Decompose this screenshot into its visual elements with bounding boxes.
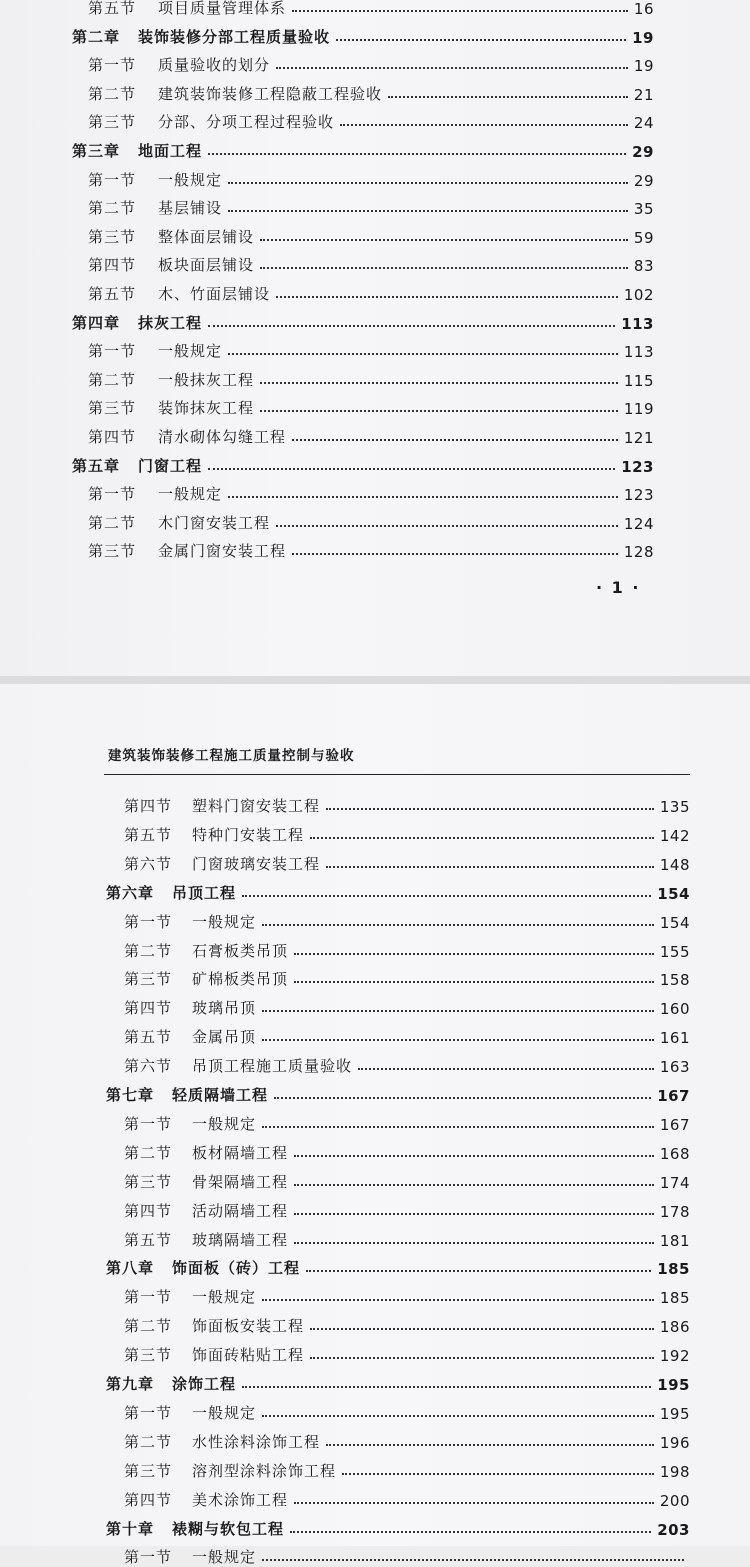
page-ref: 119 [623, 400, 654, 419]
dot-leader [292, 10, 628, 12]
section-title: 一般规定 [158, 342, 223, 361]
dot-leader [228, 182, 628, 184]
section-title: 整体面层铺设 [158, 227, 255, 246]
dot-leader [262, 1559, 684, 1561]
section-title: 一般规定 [192, 1114, 257, 1133]
page-ref: 196 [659, 1433, 690, 1452]
dot-leader [262, 1126, 654, 1128]
page-ref: 198 [659, 1462, 690, 1481]
chapter-number: 第二章 [72, 27, 121, 46]
page-ref: 154 [659, 913, 690, 932]
dot-leader [262, 1039, 654, 1041]
toc-section-row [124, 992, 690, 1018]
page-ref: 148 [659, 855, 690, 874]
page-ref: 135 [659, 798, 690, 816]
toc-section-row [88, 164, 654, 190]
dot-leader [228, 210, 628, 212]
toc-section-row [124, 935, 690, 961]
dot-leader [260, 267, 628, 269]
page-ref: 168 [659, 1144, 690, 1163]
section-title: 塑料门窗安装工程 [192, 797, 321, 815]
section-number: 第五节 [124, 1028, 173, 1047]
toc-section-row [124, 1426, 690, 1452]
page-ref: 181 [659, 1231, 690, 1250]
dot-leader [294, 1242, 654, 1244]
section-title: 一般规定 [158, 485, 223, 504]
dot-leader [294, 1213, 654, 1215]
section-number: 第一节 [124, 1114, 173, 1133]
chapter-title: 轻质隔墙工程 [172, 1086, 269, 1104]
section-number: 第三节 [88, 113, 137, 132]
page-gap [0, 676, 750, 684]
page-ref: 124 [623, 514, 654, 533]
section-title: 基层铺设 [158, 199, 223, 218]
page-ref: 200 [659, 1491, 690, 1510]
toc-section-row [88, 421, 654, 447]
chapter-title: 地面工程 [138, 142, 203, 160]
dot-leader [358, 1068, 654, 1070]
section-number: 第二节 [88, 199, 137, 218]
toc-section-row [124, 1137, 690, 1163]
toc-section-row [124, 1484, 690, 1510]
dot-leader [262, 1299, 654, 1301]
page-ref: 167 [657, 1087, 690, 1105]
toc-chapter-row [72, 135, 654, 161]
toc-chapter-row [72, 307, 654, 333]
toc-chapter-row [106, 1513, 690, 1539]
dot-leader [294, 1502, 654, 1504]
dot-leader [326, 1444, 654, 1446]
chapter-title: 涂饰工程 [172, 1375, 237, 1393]
section-title: 金属吊顶 [192, 1028, 257, 1047]
section-title: 饰面砖粘贴工程 [192, 1346, 305, 1365]
toc-chapter-row [106, 1079, 690, 1105]
chapter-title: 裱糊与软包工程 [172, 1519, 285, 1538]
chapter-number: 第九章 [106, 1375, 155, 1393]
toc-section-row [124, 1195, 690, 1221]
page-ref: 160 [659, 1000, 690, 1019]
section-title: 美术涂饰工程 [192, 1490, 289, 1509]
section-number: 第三节 [88, 542, 137, 561]
page-number: · 1 · [596, 578, 641, 597]
toc-section-row [88, 507, 654, 533]
toc-chapter-row [106, 877, 690, 903]
section-title: 门窗玻璃安装工程 [192, 854, 321, 873]
toc-section-row [124, 1224, 690, 1250]
toc-chapter-row [106, 1252, 690, 1278]
section-number: 第五节 [88, 285, 137, 303]
page-ref: 123 [623, 486, 654, 505]
toc-section-row [124, 1455, 690, 1481]
page-ref: 158 [659, 971, 690, 990]
section-number: 第二节 [88, 513, 137, 532]
dot-leader [274, 1097, 651, 1099]
page-ref: 185 [659, 1289, 690, 1308]
section-title: 质量验收的划分 [158, 56, 271, 75]
toc-section-row [124, 1339, 690, 1365]
dot-leader [276, 296, 618, 298]
dot-leader [388, 96, 628, 98]
dot-leader [292, 553, 618, 555]
chapter-number: 第五章 [72, 456, 121, 475]
chapter-title: 门窗工程 [138, 456, 203, 475]
page-ref: 192 [659, 1347, 690, 1366]
page-ref: 163 [659, 1058, 690, 1077]
dot-leader [336, 39, 626, 41]
chapter-number: 第八章 [106, 1259, 155, 1278]
section-number: 第二节 [88, 84, 137, 103]
section-title: 矿棉板类吊顶 [192, 970, 289, 989]
toc-section-row [124, 1397, 690, 1423]
page-ref: 142 [659, 826, 690, 845]
dot-leader [276, 525, 618, 527]
page-ref: 21 [633, 85, 654, 104]
section-title: 板材隔墙工程 [192, 1143, 289, 1162]
section-title: 木门窗安装工程 [158, 513, 271, 532]
page-ref: 113 [621, 314, 654, 333]
page-ref: 128 [623, 543, 654, 562]
section-title: 一般规定 [158, 170, 223, 189]
section-number: 第四节 [88, 256, 137, 275]
toc-section-row [88, 278, 654, 304]
dot-leader [340, 124, 628, 126]
section-title: 清水砌体勾缝工程 [158, 428, 287, 446]
section-title: 吊顶工程施工质量验收 [192, 1057, 353, 1076]
page-ref: 121 [623, 429, 654, 447]
section-title: 装饰抹灰工程 [158, 399, 255, 418]
dot-leader [306, 1270, 651, 1272]
section-title: 板块面层铺设 [158, 256, 255, 275]
chapter-title: 抹灰工程 [138, 313, 203, 332]
toc-section-row [88, 535, 654, 561]
dot-leader [310, 1357, 654, 1359]
toc-section-row [124, 963, 690, 989]
page-ref: 115 [623, 371, 654, 390]
dot-leader [310, 1328, 654, 1330]
section-title: 一般抹灰工程 [158, 370, 255, 389]
chapter-number: 第三章 [72, 142, 121, 160]
toc-section-row [88, 49, 654, 75]
toc-section-row [88, 364, 654, 390]
toc-section-row [88, 221, 654, 247]
dot-leader [262, 1415, 654, 1417]
toc-section-row [88, 478, 654, 504]
dot-leader [242, 1386, 651, 1388]
dot-leader [294, 1184, 654, 1186]
section-number: 第一节 [124, 1548, 173, 1567]
section-title: 饰面板安装工程 [192, 1317, 305, 1336]
page-ref: 174 [659, 1173, 690, 1192]
section-number: 第六节 [124, 1057, 173, 1076]
dot-leader [208, 468, 615, 470]
dot-leader [228, 353, 618, 355]
section-number: 第四节 [124, 1490, 173, 1509]
dot-leader [260, 239, 628, 241]
page-ref: 185 [657, 1260, 690, 1279]
dot-leader [262, 1010, 654, 1012]
section-number: 第四节 [124, 999, 173, 1018]
section-title: 水性涂料涂饰工程 [192, 1432, 321, 1451]
section-number: 第一节 [124, 1403, 173, 1422]
chapter-title: 饰面板（砖）工程 [172, 1259, 301, 1278]
page-ref: 154 [657, 884, 690, 903]
dot-leader [260, 382, 618, 384]
page-ref: 83 [633, 257, 654, 276]
header-rule [104, 774, 690, 775]
section-title: 一般规定 [192, 1403, 257, 1422]
toc-section-row [124, 819, 690, 845]
dot-leader [242, 895, 651, 897]
toc-chapter-row [106, 1368, 690, 1394]
chapter-number: 第七章 [106, 1086, 155, 1104]
dot-leader [294, 953, 654, 955]
toc-section-row [88, 249, 654, 275]
section-number: 第二节 [124, 1432, 173, 1451]
section-title: 骨架隔墙工程 [192, 1172, 289, 1191]
toc-section-row [124, 1050, 690, 1076]
page-ref: 161 [659, 1029, 690, 1048]
page-ref: 59 [633, 228, 654, 247]
toc-section-row [124, 1021, 690, 1047]
section-number: 第一节 [88, 56, 137, 75]
section-number: 第四节 [124, 797, 173, 815]
toc-chapter-row [72, 450, 654, 476]
toc-section-row [88, 192, 654, 218]
toc-section-row [124, 906, 690, 932]
section-number: 第二节 [88, 370, 137, 389]
section-number: 第一节 [88, 170, 137, 189]
page-ref: 24 [633, 114, 654, 133]
dot-leader [310, 837, 654, 839]
page-ref: 19 [633, 57, 654, 76]
section-number: 第五节 [124, 825, 173, 844]
page-ref: 102 [623, 286, 654, 304]
section-title: 一般规定 [192, 912, 257, 931]
page-ref: 203 [657, 1520, 690, 1539]
toc-section-row [124, 1108, 690, 1134]
toc-section-row [88, 78, 654, 104]
section-number: 第二节 [124, 1143, 173, 1162]
running-head: 建筑装饰装修工程施工质量控制与验收 [108, 748, 355, 764]
toc-chapter-row [72, 21, 654, 47]
section-title: 金属门窗安装工程 [158, 542, 287, 561]
section-title: 活动隔墙工程 [192, 1201, 289, 1220]
page-ref: 29 [632, 143, 654, 161]
toc-section-row [124, 1281, 690, 1307]
section-number: 第五节 [88, 0, 137, 17]
chapter-number: 第十章 [106, 1519, 155, 1538]
dot-leader [342, 1473, 654, 1475]
dot-leader [326, 866, 654, 868]
section-title: 分部、分项工程过程验收 [158, 113, 335, 132]
section-title: 建筑装饰装修工程隐蔽工程验收 [158, 84, 383, 103]
section-title: 石膏板类吊顶 [192, 941, 289, 960]
section-title: 玻璃隔墙工程 [192, 1230, 289, 1249]
chapter-number: 第四章 [72, 313, 121, 332]
dot-leader [292, 439, 618, 441]
dot-leader [276, 67, 628, 69]
page-ref: 195 [659, 1404, 690, 1423]
section-number: 第三节 [124, 970, 173, 989]
section-number: 第一节 [124, 1288, 173, 1307]
dot-leader [290, 1531, 651, 1533]
section-number: 第三节 [88, 227, 137, 246]
page-ref: 29 [633, 171, 654, 190]
section-number: 第三节 [88, 399, 137, 418]
chapter-title: 装饰装修分部工程质量验收 [138, 27, 331, 46]
toc-section-row [88, 335, 654, 361]
section-number: 第二节 [124, 1317, 173, 1336]
section-title: 溶剂型涂料涂饰工程 [192, 1461, 337, 1480]
toc-section-row [124, 1310, 690, 1336]
section-number: 第三节 [124, 1346, 173, 1365]
page-ref: 113 [623, 343, 654, 362]
dot-leader [228, 496, 618, 498]
toc-section-row [124, 790, 690, 816]
page-ref: 195 [657, 1376, 690, 1394]
dot-leader [208, 153, 626, 155]
dot-leader [260, 410, 618, 412]
page-ref: 16 [633, 0, 654, 18]
section-title: 项目质量管理体系 [158, 0, 287, 17]
toc-section-row [124, 848, 690, 874]
toc-section-row [88, 392, 654, 418]
section-title: 特种门安装工程 [192, 825, 305, 844]
section-title: 木、竹面层铺设 [158, 285, 271, 303]
section-title: 一般规定 [192, 1548, 257, 1567]
toc-section-row [124, 1541, 690, 1567]
page-ref: 123 [621, 457, 654, 476]
section-number: 第三节 [124, 1461, 173, 1480]
section-number: 第一节 [88, 485, 137, 504]
dot-leader [326, 808, 654, 810]
chapter-title: 吊顶工程 [172, 883, 237, 902]
dot-leader [262, 924, 654, 926]
section-number: 第一节 [88, 342, 137, 361]
dot-leader [208, 325, 615, 327]
dot-leader [294, 1155, 654, 1157]
toc-section-row [88, 106, 654, 132]
section-number: 第六节 [124, 854, 173, 873]
page-ref: 186 [659, 1318, 690, 1337]
page-ref: 19 [632, 28, 654, 47]
page-ref: 35 [633, 200, 654, 219]
page-ref: 178 [659, 1202, 690, 1221]
page-ref: 167 [659, 1115, 690, 1134]
section-title: 玻璃吊顶 [192, 999, 257, 1018]
section-title: 一般规定 [192, 1288, 257, 1307]
section-number: 第三节 [124, 1172, 173, 1191]
section-number: 第五节 [124, 1230, 173, 1249]
chapter-number: 第六章 [106, 883, 155, 902]
toc-section-row [124, 1166, 690, 1192]
dot-leader [294, 981, 654, 983]
section-number: 第一节 [124, 912, 173, 931]
section-number: 第二节 [124, 941, 173, 960]
section-number: 第四节 [88, 428, 137, 446]
page-ref: 155 [659, 942, 690, 961]
section-number: 第四节 [124, 1201, 173, 1220]
toc-section-row [88, 0, 654, 18]
toc-page-1 [0, 0, 750, 676]
toc-page-2 [0, 684, 750, 1567]
